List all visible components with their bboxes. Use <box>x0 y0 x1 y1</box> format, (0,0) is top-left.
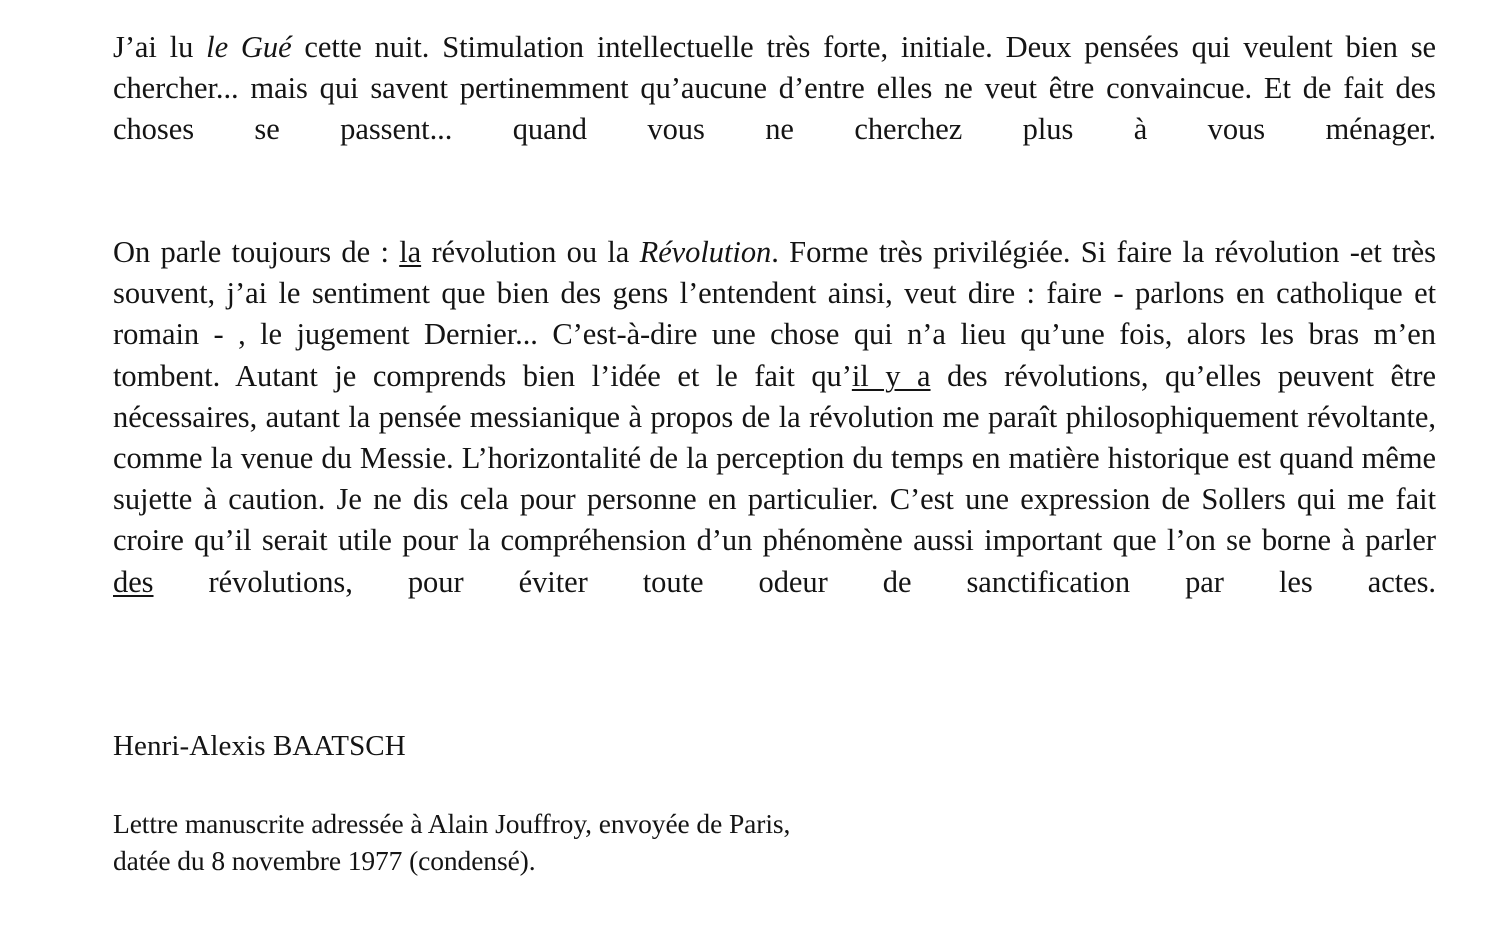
author-signature: Henri-Alexis BAATSCH <box>113 730 406 762</box>
paragraph-second <box>113 232 1436 644</box>
paragraph-2-underline-des: des <box>113 564 154 599</box>
paragraph-2-underline-il-y-a: il y a <box>851 358 931 393</box>
source-note-line-1: Lettre manuscrite adressée à Alain Jouffroy, envoyée de Paris, <box>113 808 791 839</box>
paragraph-2-underline-la: la <box>399 235 422 269</box>
paragraph-2-segment-between-1: révolution ou la <box>421 235 640 269</box>
paragraph-first <box>113 27 1436 192</box>
source-note-line-2: datée du 8 novembre 1977 (condensé). <box>113 845 536 876</box>
paragraph-2-segment-between-2: . Forme très privilégiée. Si faire la révolution -et très souvent, j’ai le sentiment que bien des gens l’entendent ainsi, veut dire : faire - parlons en catholique et romain - , le jugement Dernier... C’est-à-dire une chose qui n’a lieu qu’une fois, alors les bras m’en tombent. Autant je comprends bien l’idée et le fait qu’ <box>113 235 1436 393</box>
paragraph-1-segment-lead: J’ai lu <box>113 30 207 64</box>
source-note <box>113 805 790 879</box>
paragraph-1-italic-title: le Gué <box>206 30 292 64</box>
paragraph-2-segment-between-3: des révolutions, qu’elles peuvent être nécessaires, autant la pensée messianique à propos de la révolution me paraît philosophiquement révoltante, comme la venue du Messie. L’horizontalité de la perception du temps en matière historique est quand même sujette à caution. Je ne dis cela pour personne en particulier. C’est une expression de Sollers qui me fait croire qu’il serait utile pour la compréhension d’un phénomène aussi important que l’on se borne à parler <box>113 358 1437 558</box>
paragraph-2-italic-revolution: Révolution <box>639 235 772 269</box>
paragraph-1-segment-rest: cette nuit. Stimulation intellectuelle très forte, initiale. Deux pensées qui veulent bien se chercher... mais qui savent pertinemment qu’aucune d’entre elles ne veut être convaincue. Et de fait des choses se passent... quand vous ne cherchez plus à vous ménager. <box>113 30 1437 147</box>
paragraph-2-segment-lead: On parle toujours de : <box>113 235 400 269</box>
paragraph-2-segment-tail: révolutions, pour éviter toute odeur de sanctification par les actes. <box>153 564 1436 599</box>
